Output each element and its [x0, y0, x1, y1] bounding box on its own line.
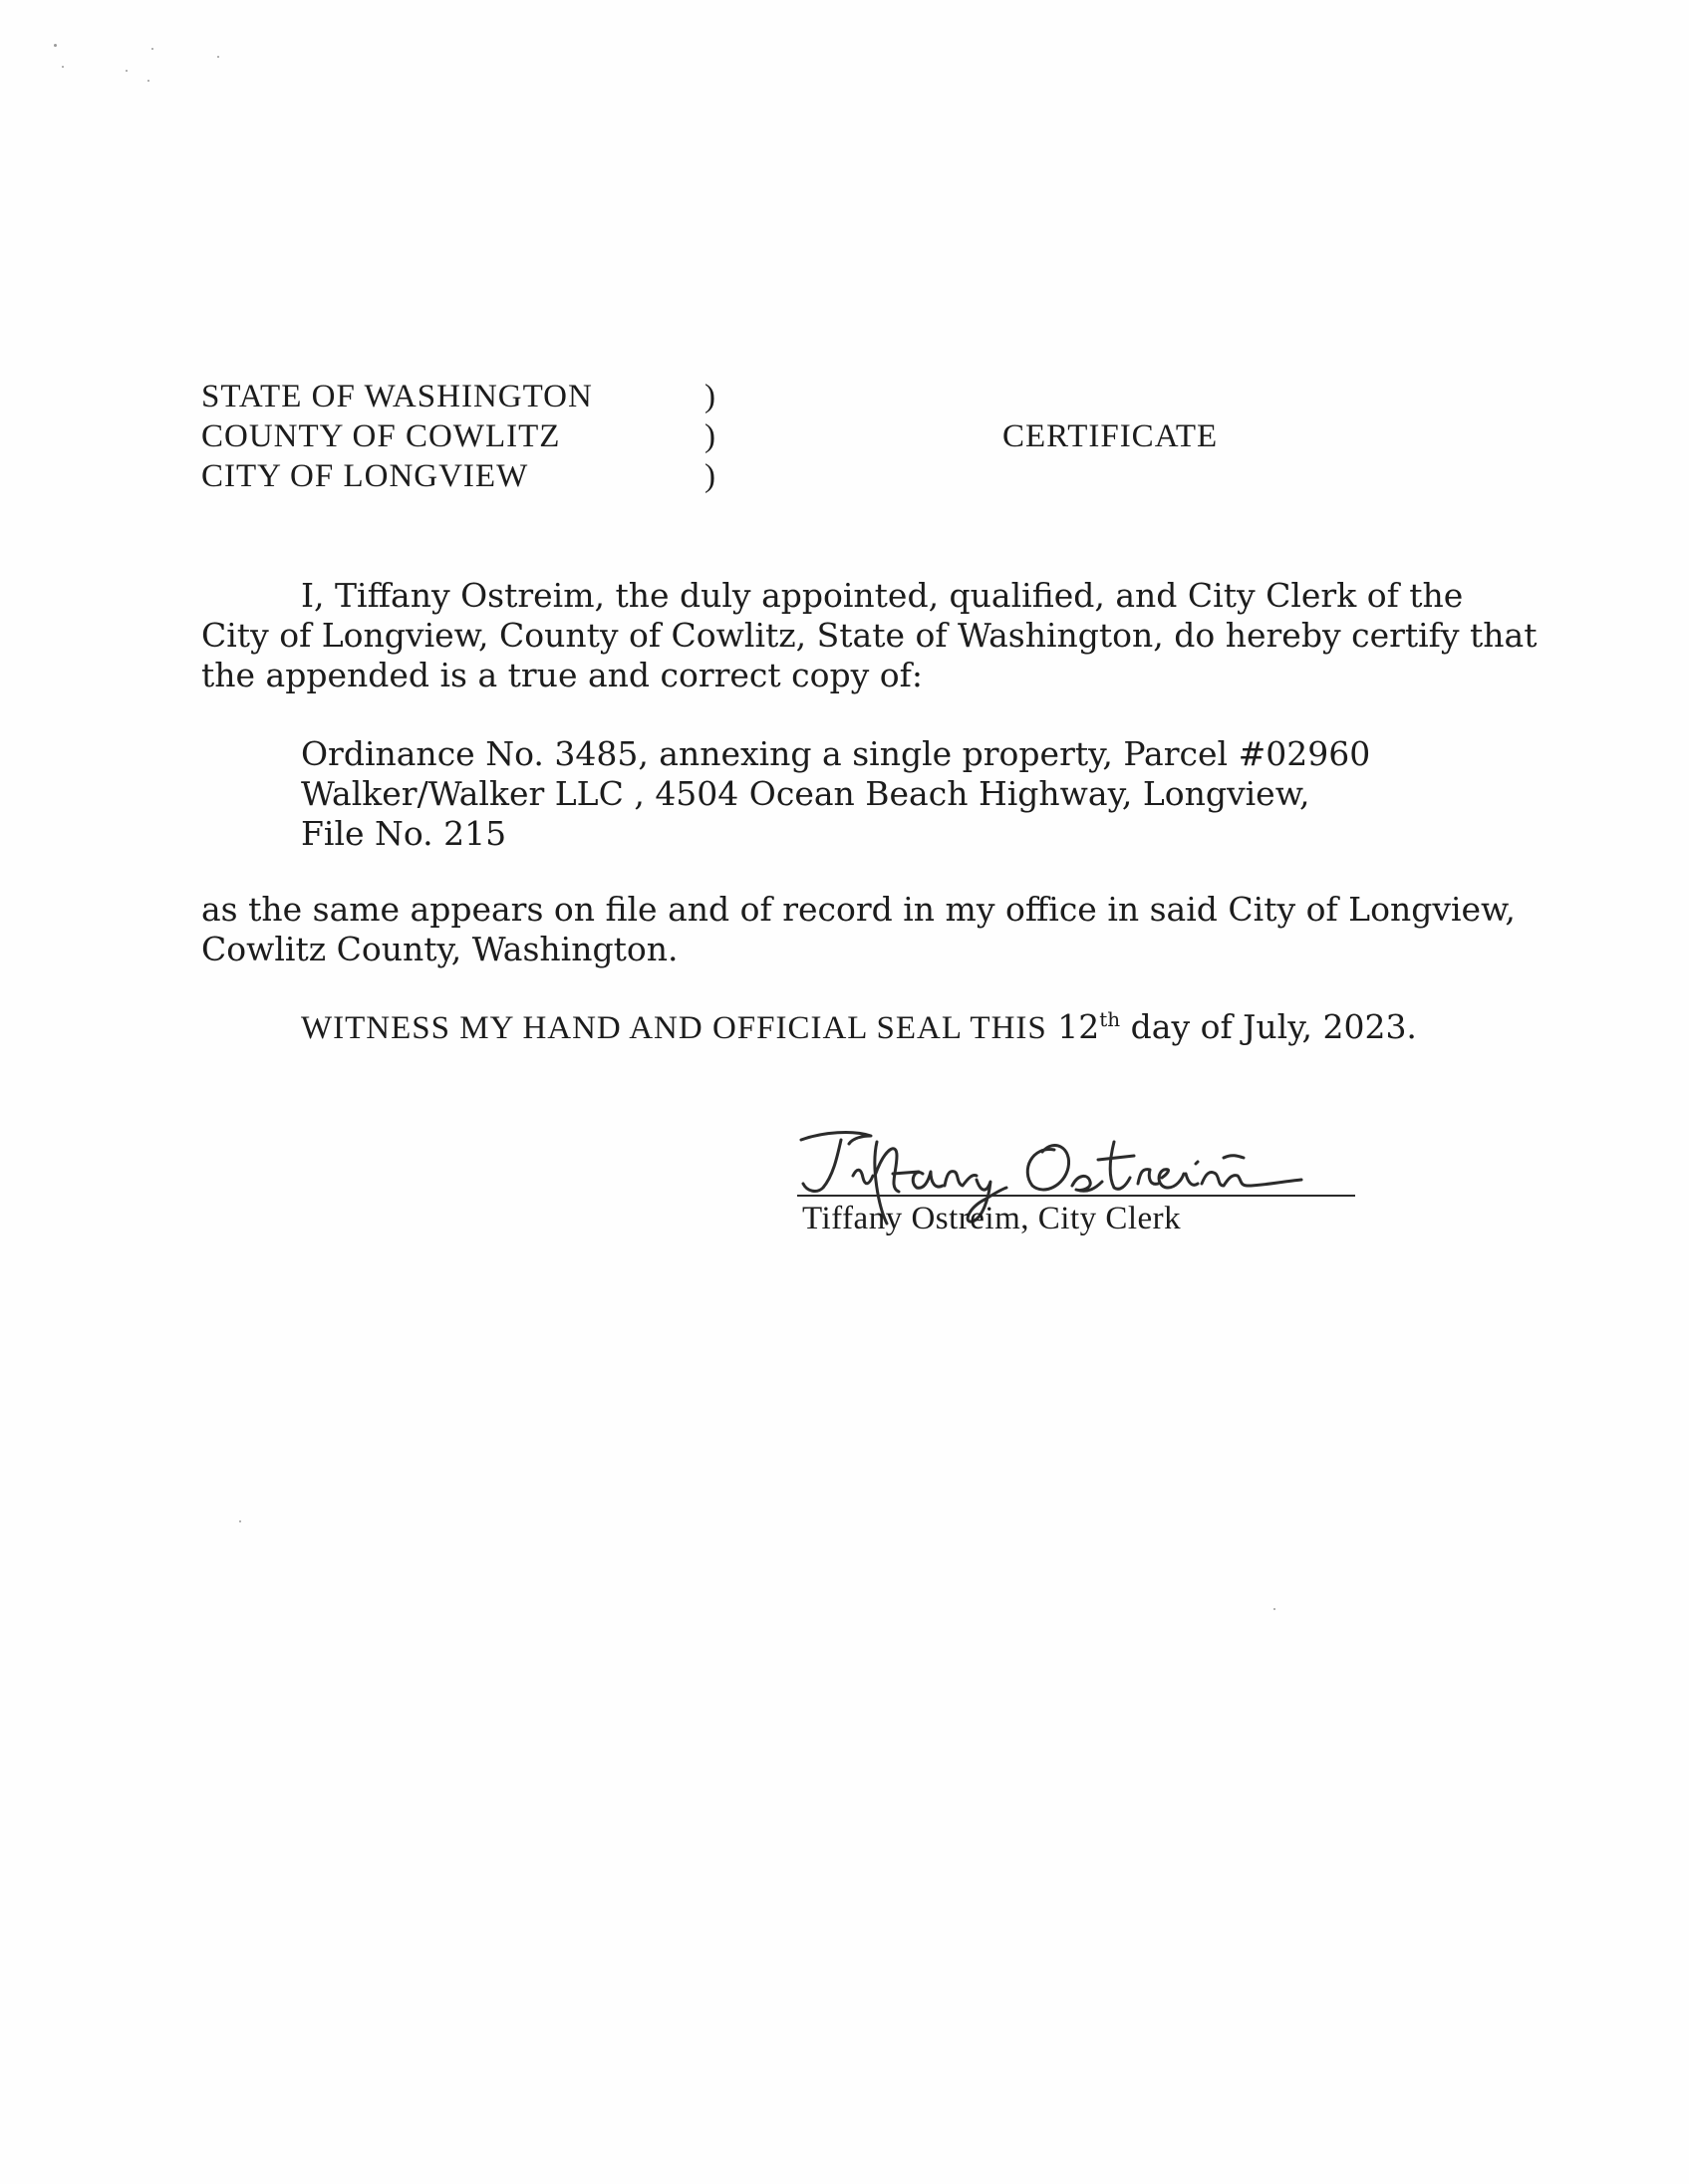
scan-speck [147, 80, 149, 82]
paragraph-line: as the same appears on file and of record in my office in said City of Longview, [201, 890, 1516, 929]
witness-day [1057, 1007, 1120, 1046]
ordinance-line: Walker/Walker LLC , 4504 Ocean Beach Highway, Longview, [301, 774, 1310, 813]
caption-row-state [201, 377, 734, 416]
ordinance-reference [301, 734, 1370, 854]
caption-city: CITY OF LONGVIEW [201, 458, 529, 494]
caption-paren: ) [704, 418, 716, 454]
scan-speck [151, 48, 153, 50]
witness-statement [301, 1007, 1417, 1048]
witness-rest: day of July, 2023. [1130, 1007, 1417, 1046]
signer-name-title: Tiffany Ostreim, City Clerk [802, 1201, 1182, 1236]
witness-day-suffix: th [1099, 1007, 1121, 1031]
witness-prefix: WITNESS MY HAND AND OFFICIAL SEAL THIS [301, 1010, 1047, 1046]
record-paragraph [201, 890, 1537, 969]
ordinance-line: File No. 215 [301, 814, 507, 853]
caption-paren: ) [704, 458, 716, 494]
scan-speck [62, 66, 64, 68]
paragraph-line: the appended is a true and correct copy of: [201, 656, 923, 694]
witness-day-number: 12 [1057, 1007, 1100, 1046]
caption-row-county [201, 416, 734, 456]
paragraph-line: Cowlitz County, Washington. [201, 930, 679, 968]
ordinance-line: Ordinance No. 3485, annexing a single property, Parcel #02960 [301, 734, 1371, 773]
scan-speck [54, 44, 57, 47]
caption-paren: ) [704, 379, 716, 414]
certification-paragraph [201, 576, 1537, 695]
caption-state: STATE OF WASHINGTON [201, 379, 593, 414]
scan-speck [239, 1520, 241, 1522]
certificate-title: CERTIFICATE [1002, 418, 1219, 454]
scan-speck [217, 56, 219, 58]
paragraph-line: City of Longview, County of Cowlitz, State of Washington, do hereby certify that [201, 616, 1538, 655]
venue-caption [201, 377, 734, 496]
caption-county: COUNTY OF COWLITZ [201, 418, 561, 454]
scan-speck [1273, 1608, 1275, 1610]
paragraph-line: I, Tiffany Ostreim, the duly appointed, qualified, and City Clerk of the [301, 576, 1464, 615]
signature-line [797, 1195, 1355, 1197]
caption-row-city [201, 456, 734, 496]
scan-speck [126, 70, 128, 72]
